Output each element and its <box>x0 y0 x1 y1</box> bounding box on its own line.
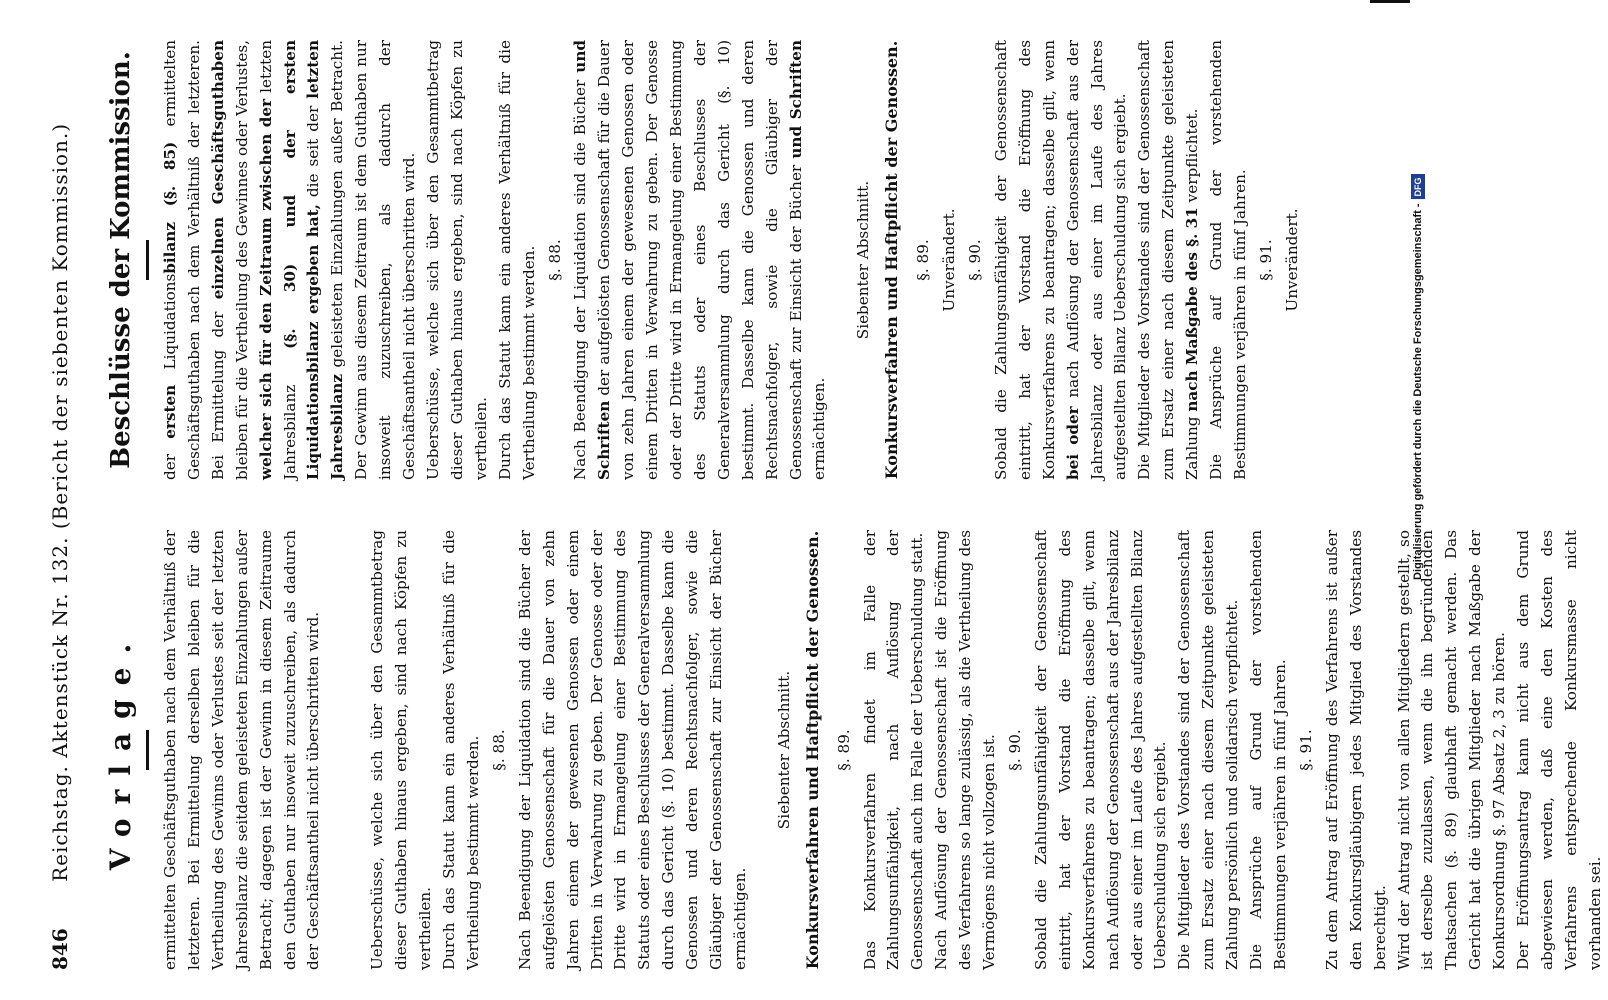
vorlage-title: Vorlage. <box>104 629 137 871</box>
page-header <box>40 30 80 970</box>
paragraph: Der Eröffnungsantrag kann nicht aus dem Grund abgewiesen werden, daß eine den Kosten des Verfahrens entsprechende Konkursmasse nicht vorhanden sei. <box>1514 530 1604 970</box>
paragraph: Ueberschüsse, welche sich über den Gesammtbetrag dieser Guthaben hinaus ergeben, sind nach Köpfen zu vertheilen. <box>423 40 490 480</box>
section-89-heading: §. 89. <box>914 239 933 281</box>
unchanged-note: Unverändert. <box>1282 208 1301 312</box>
kommission-title: Beschlüsse der Kommission. <box>106 51 136 469</box>
title-rule <box>146 240 149 280</box>
page-number: 846 <box>48 928 72 970</box>
vorlage-column <box>100 530 1608 970</box>
section-88-text: Nach Beendigung der Liquidation sind die Bücher der aufgelösten Genossenschaft für die Dauer von zehn Jahren einem der gewesenen Genossen oder einem Dritten in Verwahrung zu geben. Der Genosse oder der Dritte wird in Ermangelung einer Bestimmung des Statuts oder eines Beschlusses der Generalversammlung durch das Gericht (§. 10) bestimmt. Dasselbe kann die Genossen und deren Rechtsnachfolger, sowie die Gläubiger der Genossenschaft zur Einsicht der Bücher ermächtigen. <box>515 530 749 970</box>
paragraph: Die Ansprüche auf Grund der vorstehenden Bestimmungen verjähren in fünf Jahren. <box>1247 530 1289 970</box>
paragraph: Sobald die Zahlungsunfähigkeit der Genossenschaft eintritt, hat der Vorstand die Eröffnung des Konkursverfahrens zu beantragen; dasselbe gilt, wenn bei oder nach Auflösung der Genossenschaft aus der Jahresbilanz oder aus einer im Laufe des Jahres aufgestellten Bilanz Ueberschuldung sich ergiebt. <box>991 40 1130 480</box>
kommission-column <box>100 40 1305 480</box>
digitization-credit <box>1408 0 1428 580</box>
paragraph: Nach Auflösung der Genossenschaft ist die Eröffnung des Verfahrens so lange zulässig, als die Vertheilung des Vermögens nicht vollzogen ist. <box>932 530 999 970</box>
paragraph: Wird der Antrag nicht von allen Mitgliedern gestellt, so ist derselbe zuzulassen, wenn die ihn begründenden Thatsachen (§. 89) glaubhaft gemacht werden. Das Gericht hat die übrigen Mitglieder nach Maßgabe der Konkursordnung §. 97 Absatz 2, 3 zu hören. <box>1394 530 1509 970</box>
paragraph: Die Mitglieder des Vorstandes sind der Genossenschaft zum Ersatz einer nach diesem Zeitpunkte geleisteten Zahlung persönlich und solidarisch verpflichtet. <box>1175 530 1242 970</box>
section-91-heading: §. 91. <box>1256 239 1275 281</box>
paragraph: Zu dem Antrag auf Eröffnung des Verfahrens ist außer den Konkursgläubigern jedes Mitglied des Vorstandes berechtigt. <box>1322 530 1389 970</box>
paragraph: Die Mitglieder des Vorstandes sind der Genossenschaft zum Ersatz einer nach diesem Zeitpunkte geleisteten Zahlung nach Maßgabe des §. 31 verpflichtet. <box>1135 40 1202 480</box>
paragraph: Das Konkursverfahren findet im Falle der Zahlungsunfähigkeit, nach Auflösung der Genossenschaft auch im Falle der Ueberschuldung statt. <box>860 530 927 970</box>
paragraph: Die Ansprüche auf Grund der vorstehenden Bestimmungen verjähren in fünf Jahren. <box>1207 40 1249 480</box>
paragraph: Durch das Statut kann ein anderes Verhältniß für die Vertheilung bestimmt werden. <box>495 40 538 480</box>
section-89-heading: §. 89. <box>834 729 853 771</box>
digitization-note: Digitalisierung gefördert durch die Deutsche Forschungsgemeinschaft - <box>1412 203 1424 580</box>
chapter-label: Siebenter Abschnitt. <box>854 180 873 340</box>
section-88-heading: §. 88. <box>545 239 564 281</box>
section-90-heading: §. 90. <box>966 239 984 281</box>
paragraph: Sobald die Zahlungsunfähigkeit der Genossenschaft eintritt, hat der Vorstand die Eröffnung des Konkursverfahrens zu beantragen; dasselbe gilt, wenn nach Auflösung der Genossenschaft aus der Jahresbilanz oder aus einer im Laufe des Jahres aufgestellten Bilanz Ueberschuldung sich ergiebt. <box>1031 530 1170 970</box>
chapter-title: Konkursverfahren und Haftpflicht der Genossen. <box>882 40 902 480</box>
section-90-heading: §. 90. <box>1006 729 1024 771</box>
chapter-label: Siebenter Abschnitt. <box>774 670 793 830</box>
scan-edge-mark <box>1370 0 1410 3</box>
paragraph: Durch das Statut kann ein anderes Verhältniß für die Vertheilung bestimmt werden. <box>440 530 482 970</box>
section-88-heading: §. 88. <box>489 729 508 771</box>
spacer <box>832 40 852 480</box>
spacer <box>326 530 366 970</box>
title-rule <box>146 730 149 770</box>
paragraph: Ueberschüsse, welche sich über den Gesammtbetrag dieser Guthaben hinaus ergeben, sind nach Köpfen zu vertheilen. <box>368 530 435 970</box>
section-91-heading: §. 91. <box>1296 729 1315 771</box>
dfg-logo: DFG <box>1411 174 1425 199</box>
running-head: Reichstag. Aktenstück Nr. 132. (Bericht der siebenten Kommission.) <box>48 122 72 882</box>
section-88-text: Nach Beendigung der Liquidation sind die Bücher und Schriften der aufgelösten Genossenschaft für die Dauer von zehn Jahren einem der gewesenen Genossen oder einem Dritten in Verwahrung zu geben. Der Genosse oder der Dritte wird in Ermangelung einer Bestimmung des Statuts oder eines Beschlusses der Generalversammlung durch das Gericht (§. 10) bestimmt. Dasselbe kann die Genossen und deren Rechtsnachfolger, sowie die Gläubiger der Genossenschaft zur Einsicht der Bücher und Schriften ermächtigen. <box>571 40 829 480</box>
paragraph: der ersten Liquidationsbilanz (§. 85) ermittelten Geschäftsguthaben nach dem Verhältniß der letzteren. Bei Ermittelung der einzelnen Geschäftsguthaben bleiben für die Vertheilung des Gewinnes oder Verlustes, welcher sich für den Zeitraum zwischen der letzten Jahresbilanz (§. 30) und der ersten Liquidationsbilanz ergeben hat, die seit der letzten Jahresbilanz geleisteten Einzahlungen außer Betracht. Der Gewinn aus diesem Zeitraum ist dem Guthaben nur insoweit zuzuschreiben, als dadurch der Geschäftsantheil nicht überschritten wird. <box>161 39 419 480</box>
chapter-title: Konkursverfahren und Haftpflicht der Genossen. <box>802 530 822 970</box>
paragraph: ermittelten Geschäftsguthaben nach dem Verhältniß der letzteren. Bei Ermittelung derselben bleiben für die Vertheilung des Gewinns oder Verlustes seit der letzten Jahresbilanz die seitdem geleisteten Einzahlungen außer Betracht; dagegen ist der Gewinn in diesem Zeitraume den Guthaben nur insoweit zuzuschreiben, als dadurch der Geschäftsantheil nicht überschritten wird. <box>161 530 323 970</box>
unchanged-note: Unverändert. <box>940 208 959 312</box>
spacer <box>753 530 773 970</box>
